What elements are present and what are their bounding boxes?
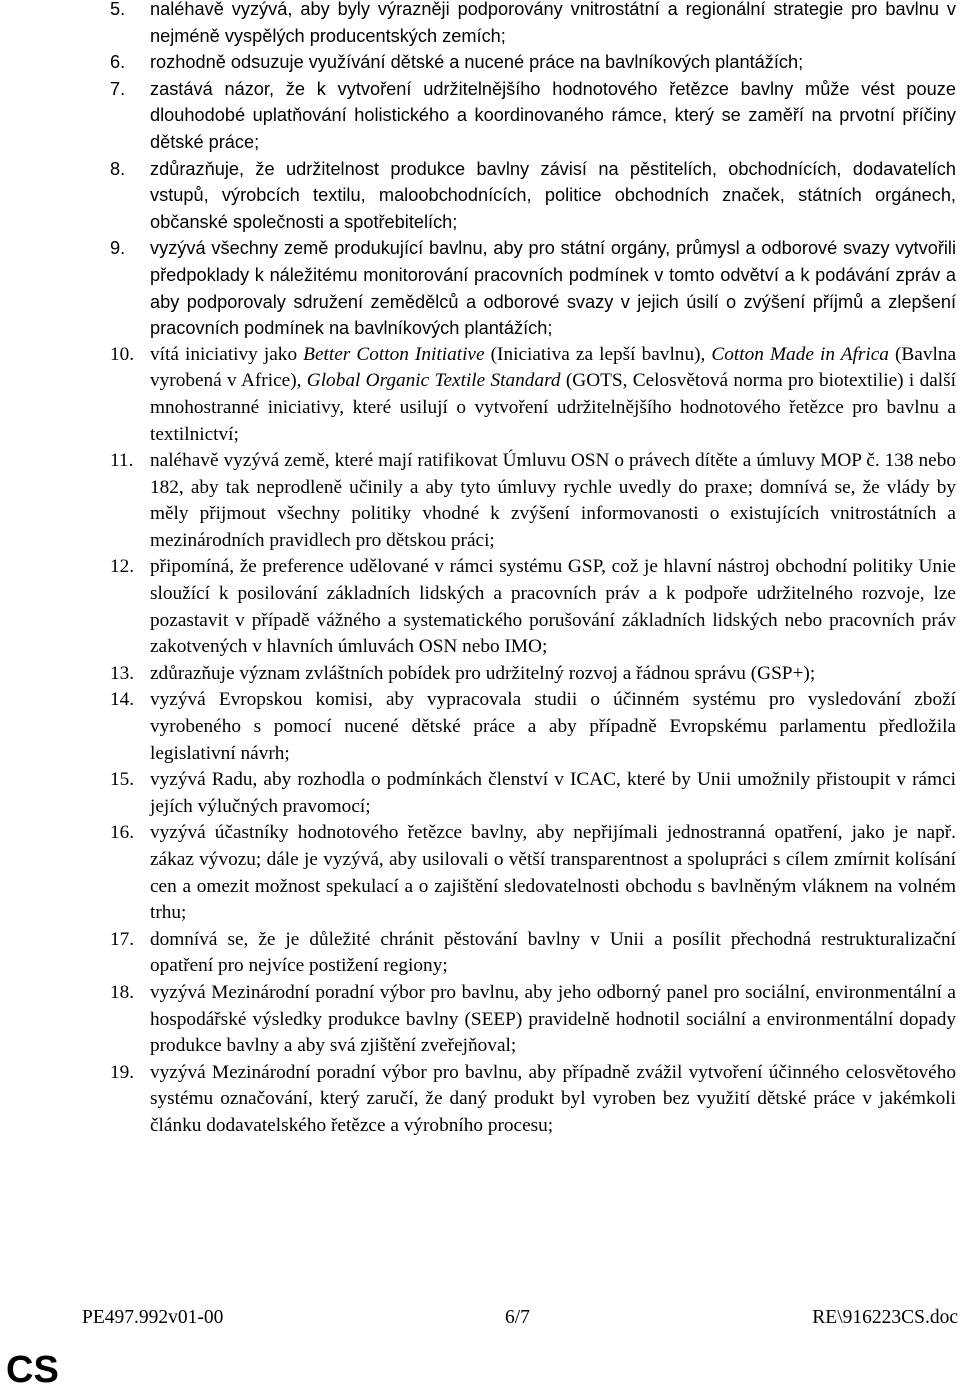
list-item-19 (110, 1060, 956, 1140)
item-number: 9. (110, 238, 126, 259)
list-item-10 (110, 342, 956, 448)
list-item-6 (110, 49, 956, 76)
list-item-13 (110, 661, 956, 688)
item-number: 14. (110, 689, 135, 711)
resolution-numbered-list (110, 0, 956, 1140)
item-text: vyzývá Evropskou komisi, aby vypracovala studii o účinném systému pro vysledování zboží vyrobeného s pomocí nucené dětské práce a aby případně Evropskému parlamentu předložila legislativní návrh; (150, 689, 956, 764)
initiative-name-bci: Better Cotton Initiative (303, 343, 485, 365)
list-item-9 (110, 235, 956, 341)
initiative-name-cmia: Cotton Made in Africa (711, 343, 889, 365)
item-number: 6. (110, 52, 126, 73)
item-text: zastává názor, že k vytvoření udržitelnějšího hodnotového řetězce bavlny může vést pouze dlouhodobé uplatňování holistického a koordinovaného rámce, který se zaměří na prvotní příčiny dětské práce; (150, 78, 956, 152)
item-text: naléhavě vyzývá země, které mají ratifikovat Úmluvu OSN o právech dítěte a úmluvy MOP č. 138 nebo 182, aby tak neprodleně učinily a aby tyto úmluvy rychle uvedly do praxe; domnívá se, že vlády by měly přijmout všechny politiky vhodné k zvýšení informovanosti o existujících vnitrostátních a mezinárodních pravidlech pro dětskou práci; (150, 450, 956, 551)
footer-file-name: RE\916223CS.doc (812, 1307, 958, 1328)
list-item-17 (110, 927, 956, 980)
footer-page-number: 6/7 (505, 1307, 530, 1328)
item-number: 12. (110, 556, 135, 578)
item-text-part: (Bavlna vyrobená v Africe), (150, 343, 957, 392)
list-item-15 (110, 767, 956, 820)
item-text: zdůrazňuje, že udržitelnost produkce bavlny závisí na pěstitelích, obchodnících, dodavatelích vstupů, výrobcích textilu, maloobchodnících, politice obchodních značek, státních orgánech, občanské společnosti a spotřebitelích; (150, 158, 956, 232)
item-number: 19. (110, 1061, 135, 1083)
item-text: připomíná, že preference udělované v rámci systému GSP, což je hlavní nástroj obchodní politiky Unie sloužící k posilování základních lidských a pracovních práv a k podpoře udržitelného rozvoje, lze pozastavit v případě vážného a systematického porušování základních lidských nebo pracovních práv zakotvených v hlavních úmluvách OSN nebo IMO; (150, 556, 956, 658)
item-text: rozhodně odsuzuje využívání dětské a nucené práce na bavlníkových plantážích; (150, 52, 804, 73)
item-number: 8. (110, 158, 126, 179)
list-item-5 (110, 0, 956, 49)
item-text: vyzývá všechny země produkující bavlnu, aby pro státní orgány, průmysl a odborové svazy vytvořili předpoklady k náležitému monitorování pracovních podmínek v tomto odvětví a k podávání zpráv a aby podporovaly sdružení zemědělců a odborové svazy v jejich úsilí o zvýšení příjmů a zlepšení pracovních podmínek na bavlníkových plantážích; (150, 238, 956, 339)
list-item-7 (110, 76, 956, 156)
item-number: 11. (110, 450, 134, 472)
list-item-11 (110, 448, 956, 554)
list-item-12 (110, 554, 956, 660)
list-item-8 (110, 156, 956, 236)
language-code: CS (6, 1349, 59, 1391)
item-number: 7. (110, 78, 126, 99)
item-number: 16. (110, 822, 135, 844)
item-text: naléhavě vyzývá, aby byly výrazněji podporovány vnitrostátní a regionální strategie pro bavlnu v nejméně vyspělých producentských zemích; (150, 0, 956, 46)
list-item-18 (110, 980, 956, 1060)
initiative-name-gots: Global Organic Textile Standard (306, 370, 561, 392)
item-text: vyzývá Mezinárodní poradní výbor pro bavlnu, aby případně zvážil vytvoření účinného celosvětového systému označování, který zaručí, že daný produkt byl vyroben bez využití dětské práce v jakémkoli článku dodavatelského řetězce a výrobního procesu; (150, 1061, 956, 1136)
list-item-14 (110, 687, 956, 767)
item-number: 15. (110, 769, 135, 791)
item-text: domnívá se, že je důležité chránit pěstování bavlny v Unii a posílit přechodná restrukturalizační opatření pro nejvíce postižení regiony; (150, 928, 956, 977)
item-number: 18. (110, 981, 135, 1003)
item-text: zdůrazňuje význam zvláštních pobídek pro udržitelný rozvoj a řádnou správu (GSP+); (150, 662, 816, 684)
list-item-16 (110, 820, 956, 926)
item-text-part: (Iniciativa za lepší bavlnu), (484, 343, 712, 365)
item-number: 10. (110, 343, 135, 365)
page-footer (82, 1305, 958, 1331)
item-number: 17. (110, 928, 135, 950)
footer-document-reference: PE497.992v01-00 (82, 1307, 224, 1328)
item-text: vyzývá Radu, aby rozhodla o podmínkách členství v ICAC, které by Unii umožnily přistoupit v rámci jejích výlučných pravomocí; (150, 769, 956, 817)
item-text: vyzývá Mezinárodní poradní výbor pro bavlnu, aby jeho odborný panel pro sociální, environmentální a hospodářské výsledky produkce bavlny (SEEP) pravidelně hodnotil sociální a environmentální dopady produkce bavlny a aby svá zjištění zveřejňoval; (150, 981, 956, 1057)
item-number: 5. (110, 0, 126, 19)
item-text-part: vítá iniciativy jako (150, 343, 304, 365)
item-text: vyzývá účastníky hodnotového řetězce bavlny, aby nepřijímali jednostranná opatření, jako je např. zákaz vývozu; dále je vyzývá, aby usilovali o větší transparentnost a spolupráci s cílem zmírnit kolísání cen a omezit možnost spekulací a o zajištění sledovatelnosti obchodu s bavlněným vláknem na volném trhu; (150, 822, 956, 924)
item-text-part: (GOTS, Celosvětová norma pro biotextilie) i další mnohostranné iniciativy, které usilují o vytvoření udržitelnějšího hodnotového řetězce pro bavlnu a textilnictví; (150, 370, 957, 445)
item-text (150, 342, 956, 448)
item-number: 13. (110, 662, 135, 684)
